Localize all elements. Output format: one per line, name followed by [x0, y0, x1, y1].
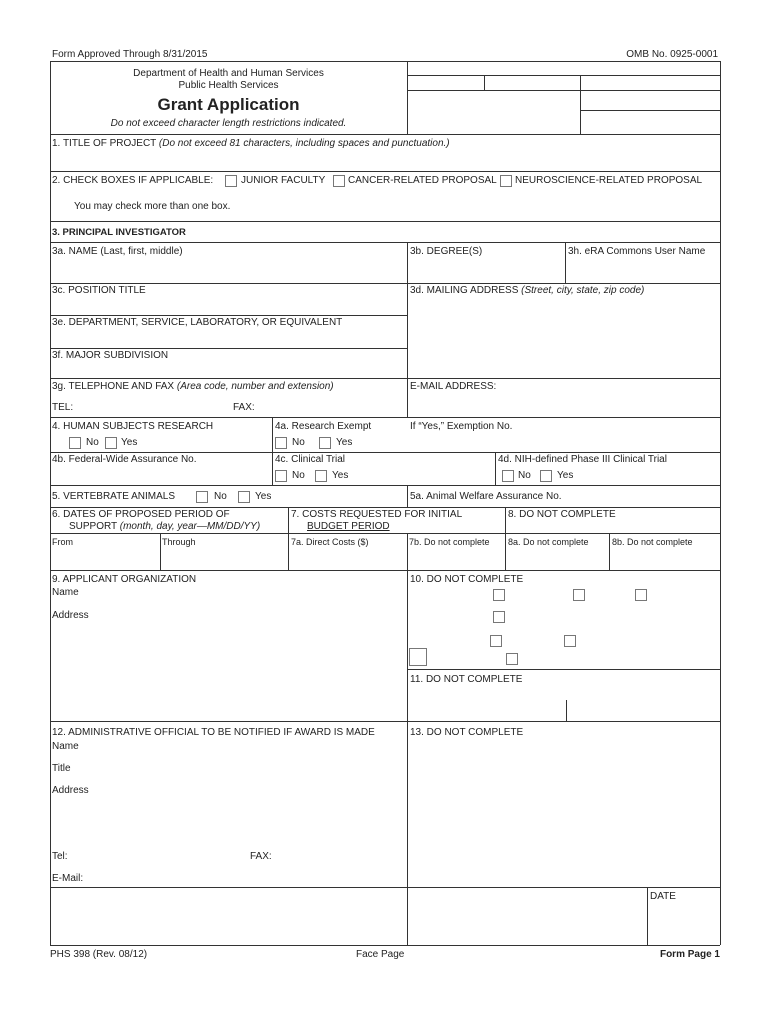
header-grid-line	[407, 75, 720, 76]
official-email-label: E-Mail:	[52, 873, 84, 884]
clinical-trial-no-label: No	[292, 470, 305, 481]
clinical-trial-yes-checkbox[interactable]	[315, 470, 327, 482]
phase-three-yes-checkbox[interactable]	[540, 470, 552, 482]
human-subjects-yes-label: Yes	[121, 437, 138, 448]
item-10-checkbox[interactable]	[573, 589, 585, 601]
row-divider	[50, 171, 720, 172]
item-10-checkbox[interactable]	[635, 589, 647, 601]
item-10-checkbox[interactable]	[564, 635, 576, 647]
exemption-number-label: If “Yes,” Exemption No.	[410, 421, 513, 432]
row-divider	[50, 315, 407, 316]
official-name-label: Name	[52, 741, 79, 752]
from-date-label: From	[52, 537, 73, 547]
form-revision: PHS 398 (Rev. 08/12)	[50, 949, 148, 960]
phase-three-no-checkbox[interactable]	[502, 470, 514, 482]
human-subjects-yes-checkbox[interactable]	[105, 437, 117, 449]
header-grid-line	[407, 90, 720, 91]
row-divider	[50, 507, 720, 508]
cancer-related-label: CANCER-RELATED PROPOSAL	[348, 175, 497, 186]
human-subjects-label: 4. HUMAN SUBJECTS RESEARCH	[52, 421, 214, 432]
column-divider	[609, 533, 610, 570]
column-divider	[505, 507, 506, 570]
item-10-checkbox-large[interactable]	[409, 648, 427, 666]
form-left-border	[50, 61, 51, 945]
column-divider	[407, 570, 408, 945]
item-8a-label: 8a. Do not complete	[508, 537, 589, 547]
form-bottom-border	[50, 945, 720, 946]
cancer-related-checkbox[interactable]	[333, 175, 345, 187]
review-group-field[interactable]	[586, 94, 714, 106]
column-divider	[565, 242, 566, 283]
mailing-address-input[interactable]	[410, 299, 716, 375]
proposed-period-label: 6. DATES OF PROPOSED PERIOD OF	[52, 509, 230, 520]
pi-degree-input[interactable]	[410, 262, 562, 280]
item-10-checkbox[interactable]	[493, 589, 505, 601]
research-exempt-yes-checkbox[interactable]	[319, 437, 331, 449]
official-email-input[interactable]	[88, 871, 404, 885]
research-exempt-no-label: No	[292, 437, 305, 448]
form-page-number: Form Page 1	[659, 949, 720, 960]
federal-wide-assurance-label: 4b. Federal-Wide Assurance No.	[52, 454, 197, 465]
era-commons-input[interactable]	[568, 262, 716, 280]
signature-row-divider	[50, 887, 720, 888]
item-7b-label: 7b. Do not complete	[409, 537, 490, 547]
vertebrate-animals-no-checkbox[interactable]	[196, 491, 208, 503]
page-title: Grant Application	[157, 95, 300, 114]
row-divider	[407, 669, 720, 670]
face-page-label: Face Page	[356, 949, 405, 960]
neuroscience-related-label: NEUROSCIENCE-RELATED PROPOSAL	[515, 175, 703, 186]
date-input[interactable]	[650, 905, 716, 941]
item-13-signature-field[interactable]	[410, 890, 644, 942]
pi-tel-label: TEL:	[52, 402, 74, 413]
direct-costs-label: 7a. Direct Costs ($)	[291, 537, 369, 547]
row-divider	[288, 533, 720, 534]
item-8-label: 8. DO NOT COMPLETE	[508, 509, 616, 520]
check-boxes-label: 2. CHECK BOXES IF APPLICABLE:	[52, 175, 214, 186]
item-8b-label: 8b. Do not complete	[612, 537, 693, 547]
administrative-official-label: 12. ADMINISTRATIVE OFFICIAL TO BE NOTIFIED IF AWARD IS MADE	[52, 727, 375, 738]
column-divider	[272, 417, 273, 485]
costs-requested-label: 7. COSTS REQUESTED FOR INITIAL	[291, 509, 463, 520]
application-number-field[interactable]	[413, 77, 575, 88]
email-label: E-MAIL ADDRESS:	[410, 381, 497, 392]
through-date-label: Through	[162, 537, 196, 547]
through-date-input[interactable]	[163, 549, 285, 567]
phase-three-yes-label: Yes	[557, 470, 574, 481]
form-approved-date: Form Approved Through 8/31/2015	[52, 49, 208, 60]
title-of-project-input[interactable]	[52, 152, 716, 170]
research-exempt-yes-label: Yes	[336, 437, 353, 448]
human-subjects-no-checkbox[interactable]	[69, 437, 81, 449]
column-divider	[407, 533, 408, 570]
vertebrate-animals-no-label: No	[214, 491, 227, 502]
row-divider	[50, 570, 720, 571]
row-divider	[50, 221, 720, 222]
junior-faculty-label: JUNIOR FACULTY	[241, 175, 326, 186]
column-divider	[495, 452, 496, 485]
clinical-trial-label: 4c. Clinical Trial	[275, 454, 346, 465]
title-of-project-label: 1. TITLE OF PROJECT (Do not exceed 81 characters, including spaces and punctuation.)	[52, 138, 450, 149]
clinical-trial-no-checkbox[interactable]	[275, 470, 287, 482]
organization-name-label: Name	[52, 587, 79, 598]
header-grid-line	[580, 110, 720, 111]
position-title-label: 3c. POSITION TITLE	[52, 285, 146, 296]
column-divider	[288, 507, 289, 570]
row-divider	[50, 283, 720, 284]
principal-investigator-heading: 3. PRINCIPAL INVESTIGATOR	[52, 227, 186, 238]
telephone-fax-label: 3g. TELEPHONE AND FAX (Area code, number and extension)	[52, 381, 334, 392]
official-fax-input[interactable]	[276, 849, 404, 863]
research-exempt-label: 4a. Research Exempt	[275, 421, 372, 432]
pi-degree-label: 3b. DEGREE(S)	[410, 246, 483, 257]
item-11-label: 11. DO NOT COMPLETE	[410, 674, 523, 685]
from-date-input[interactable]	[52, 549, 157, 567]
column-divider	[160, 533, 161, 570]
row-divider	[50, 242, 720, 243]
pi-name-input[interactable]	[52, 262, 404, 280]
human-subjects-no-label: No	[86, 437, 99, 448]
organization-name-input[interactable]	[80, 585, 404, 599]
header-divider	[407, 61, 408, 134]
vertebrate-animals-yes-label: Yes	[255, 491, 272, 502]
row-divider	[50, 721, 720, 722]
exemption-number-input[interactable]	[410, 434, 716, 450]
position-title-input[interactable]	[52, 299, 404, 313]
item-10-checkbox[interactable]	[506, 653, 518, 665]
proposed-period-label-2: SUPPORT (month, day, year—MM/DD/YY)	[69, 521, 261, 532]
department-label: 3e. DEPARTMENT, SERVICE, LABORATORY, OR EQUIVALENT	[52, 317, 343, 328]
header-grid-line	[580, 75, 581, 134]
era-commons-label: 3h. eRA Commons User Name	[568, 246, 706, 257]
official-address-input[interactable]	[52, 799, 404, 843]
service-name: Public Health Services	[178, 80, 279, 91]
official-signature-field[interactable]	[52, 890, 404, 942]
phase-three-no-label: No	[518, 470, 531, 481]
federal-wide-assurance-input[interactable]	[52, 468, 269, 482]
item-10-label: 10. DO NOT COMPLETE	[410, 574, 524, 585]
phase-three-trial-label: 4d. NIH-defined Phase III Clinical Trial	[498, 454, 667, 465]
organization-address-label: Address	[52, 610, 89, 621]
official-name-input[interactable]	[80, 739, 404, 753]
budget-period-label: BUDGET PERIOD	[307, 521, 390, 532]
form-right-border	[720, 61, 721, 945]
department-name: Department of Health and Human Services	[133, 68, 324, 79]
column-divider	[647, 887, 648, 945]
column-divider	[407, 242, 408, 417]
official-fax-label: FAX:	[250, 851, 272, 862]
item-13-label: 13. DO NOT COMPLETE	[410, 727, 524, 738]
row-divider	[50, 533, 288, 534]
row-divider	[50, 348, 407, 349]
row-divider	[50, 134, 720, 135]
applicant-organization-label: 9. APPLICANT ORGANIZATION	[52, 574, 197, 585]
length-note: Do not exceed character length restrictions indicated.	[110, 118, 347, 129]
date-label: DATE	[650, 891, 676, 902]
omb-number: OMB No. 0925-0001	[626, 49, 718, 60]
department-input[interactable]	[52, 331, 404, 345]
official-title-label: Title	[52, 763, 71, 774]
major-subdivision-label: 3f. MAJOR SUBDIVISION	[52, 350, 169, 361]
official-title-input[interactable]	[80, 761, 404, 775]
organization-address-input[interactable]	[52, 624, 404, 718]
mailing-address-label: 3d. MAILING ADDRESS (Street, city, state, zip code)	[410, 285, 645, 296]
row-divider	[50, 417, 720, 418]
row-divider	[50, 452, 720, 453]
pi-fax-label: FAX:	[233, 402, 255, 413]
pi-tel-input[interactable]	[72, 400, 227, 414]
column-divider	[566, 700, 567, 721]
multiple-check-hint: You may check more than one box.	[74, 201, 231, 212]
junior-faculty-checkbox[interactable]	[225, 175, 237, 187]
item-10-checkbox[interactable]	[493, 611, 505, 623]
major-subdivision-input[interactable]	[52, 364, 404, 376]
row-divider	[50, 485, 720, 486]
vertebrate-animals-yes-checkbox[interactable]	[238, 491, 250, 503]
item-10-checkbox[interactable]	[490, 635, 502, 647]
neuroscience-related-checkbox[interactable]	[500, 175, 512, 187]
pi-fax-input[interactable]	[258, 400, 403, 414]
official-address-label: Address	[52, 785, 89, 796]
pi-name-label: 3a. NAME (Last, first, middle)	[52, 246, 183, 257]
row-divider	[50, 378, 720, 379]
vertebrate-animals-label: 5. VERTEBRATE ANIMALS	[52, 491, 176, 502]
clinical-trial-yes-label: Yes	[332, 470, 349, 481]
research-exempt-no-checkbox[interactable]	[275, 437, 287, 449]
official-tel-input[interactable]	[72, 849, 242, 863]
pi-email-input[interactable]	[410, 396, 716, 414]
direct-costs-input[interactable]	[291, 549, 404, 567]
column-divider	[407, 485, 408, 507]
official-tel-label: Tel:	[52, 851, 68, 862]
form-top-border	[50, 61, 720, 62]
animal-welfare-label: 5a. Animal Welfare Assurance No.	[410, 491, 562, 502]
